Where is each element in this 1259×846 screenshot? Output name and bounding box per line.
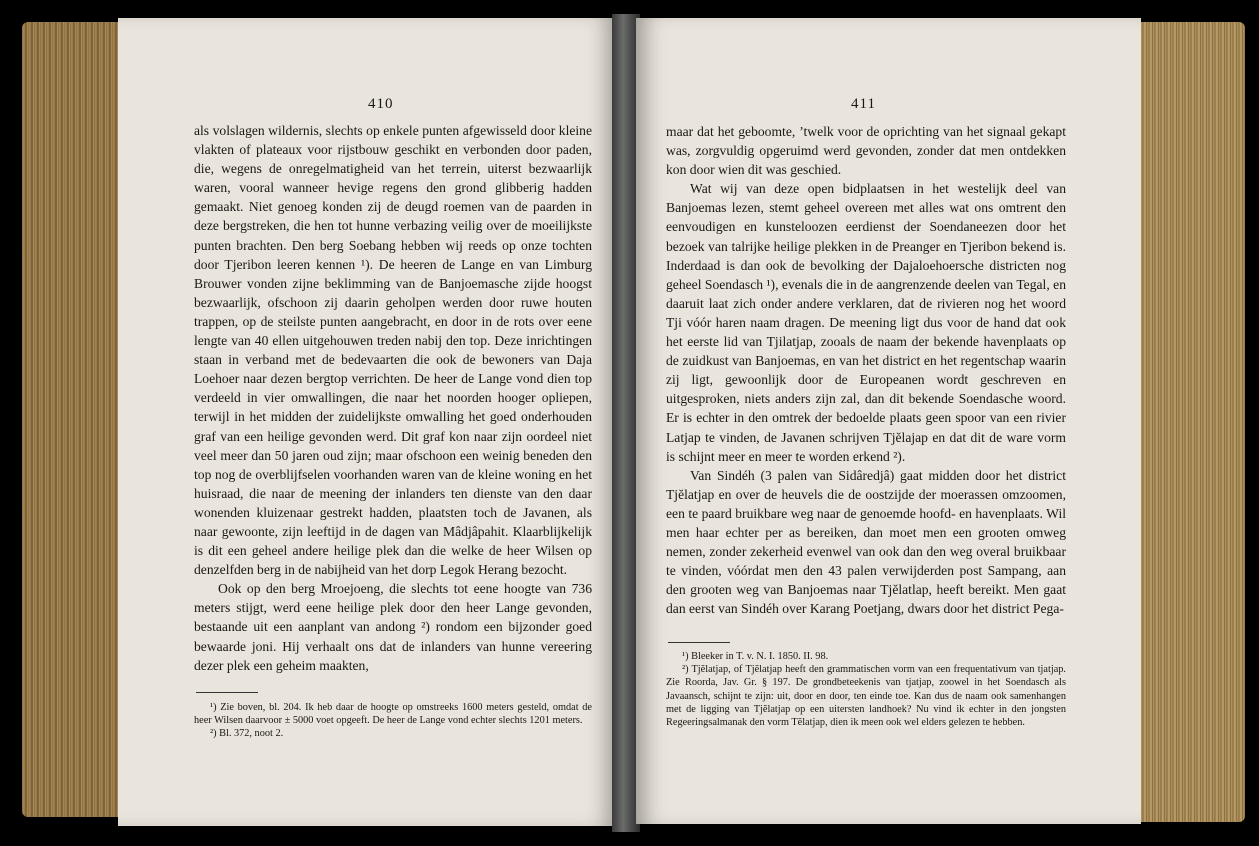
body-text: [194, 121, 592, 675]
right-page-edges: [1135, 22, 1245, 822]
page-number: 410: [368, 96, 394, 112]
right-page: [636, 18, 1141, 824]
footnote-divider: [668, 642, 730, 643]
footnote-divider: [196, 692, 258, 693]
left-page: [118, 18, 616, 826]
left-page-edges: [22, 22, 122, 817]
paragraph: als volslagen wildernis, slechts op enkele punten afgewisseld door kleine vlakten of plateaux voor rijstbouw geschikt en verbonden door paden, die, wegens de onregelmatigheid van het terrein, uiterst bezwaarlijk waren, vooral wanneer hevige regens den grond glibberig hadden gemaakt. Niet genoeg konden zij de deugd roemen van de paarden in deze bergstreken, die hen tot hunne verbazing veilig over de moeilijkste punten brachten. Den berg Soebang hebben wij reeds op onze tochten door Tjeribon leeren kennen ¹). De heeren de Lange en van Limburg Brouwer vonden zijne beklimming van de Banjoemasche zijde hoogst bezwaarlijk, ofschoon zij daarin geholpen werden door ruwe houten trappen, op de steilste punten aangebracht, en door in de rots over eene lengte van 40 ellen uitgehouwen treden nabij den top. Deze inrichtingen staan in verband met de bedevaarten die ook de bewoners van Daja Loehoer naar dezen bergtop verrichten. De heer de Lange vond dien top verdeeld in vier omwallingen, die naar het noorden hooger opliepen, terwijl in het midden der zuidelijkste omwalling het goed onderhouden graf van een heilige gevonden werd. Dit graf kon naar zijn oordeel niet veel meer dan 50 jaren oud zijn; maar ofschoon een weinig beneden den top nog de overblijfselen voorhanden waren van de kleine woning en het huisraad, die naar de meening der inlanders ten dienste van den daar wonenden kluizenaar gestrekt hadden, plaatsten toch de Javanen, als naar gewoonte, zijn leeftijd in de dagen van Mâdjâpahit. Klaarblijkelijk is dit een geheel andere heilige plek dan die welke de heer Wilsen op denzelfden berg in de nabijheid van het dorp Legok Herang bezocht.: [194, 123, 592, 578]
footnote: ¹) Bleeker in T. v. N. I. 1850. II. 98.: [682, 651, 829, 662]
footnotes: [194, 701, 592, 741]
paragraph: Wat wij van deze open bidplaatsen in het westelijk deel van Banjoemas lezen, stemt geheel overeen met alles wat ons omtrent den eenvoudigen en kunsteloozen eerdienst der Soendaneezen door het bezoek van talrijke heilige plekken in de Preanger en Tjeribon bekend is. Inderdaad is dan ook de bevolking der Dajaloehoersche districten nog geheel Soendasch ¹), evenals die in de aangrenzende deelen van Tegal, en daaruit laat zich onder andere verklaren, dat de rivieren nog het woord Tji vóór haren naam dragen. De meening ligt dus voor de hand dat ook het eerste lid van Tjilatjap, zooals de naam der bekende havenplaats op de zuidkust van Banjoemas, en van het district en het regentschap waarin zij ligt, gewoonlijk door de Europeanen wordt geschreven en uitgesproken, niets anders zijn zal, dan dit bekende Soendasche woord. Er is echter in den omtrek der bedoelde plaats geen spoor van een rivier Latjap te vinden, de Javanen schrijven Tjĕlajap en dat dit de ware vorm is schijnt meer en meer te worden erkend ²).: [666, 181, 1066, 464]
footnote: ¹) Zie boven, bl. 204. Ik heb daar de hoogte op omstreeks 1600 meters gesteld, omdat de heer Wilsen daarvoor ± 5000 voet opgeeft. De heer de Lange vond echter slechts 1201 meters.: [194, 702, 592, 727]
paragraph: maar dat het geboomte, ’twelk voor de oprichting van het signaal gekapt was, zorgvuldig opgeruimd werd gevonden, zonder dat men ontdekken kon door wien dit was geschied.: [666, 124, 1066, 178]
paragraph: Ook op den berg Mroejoeng, die slechts tot eene hoogte van 736 meters stijgt, werd eene heilige plek door den heer Lange gevonden, bestaande uit een aanplant van andong ²) rondom een bijzonder goed bewaarde joni. Hij verhaalt ons dat de inlanders van hunne vereering dezer plek een geheim maakten,: [194, 581, 592, 673]
body-text: [666, 122, 1066, 618]
footnote: ²) Bl. 372, noot 2.: [210, 728, 284, 740]
footnote: ²) Tjĕlatjap, of Tjĕlatjap heeft den grammatischen vorm van een frequentativum van tjatjap. Zie Roorda, Jav. Gr. § 197. De grondbeteekenis van tjatjap, zoowel in het Soendasch als Javaansch, schijnt te zijn: uit, door en door, ten einde toe. Kan dus de naam ook samenhangen met de ligging van Tjĕlatjap op een uitersten landhoek? Nu vind ik echter in den jongsten Regeeringsalmanak den vorm Tĕlatjap, dien ik meen ook wel elders gelezen te hebben.: [666, 664, 1066, 729]
footnotes: [666, 650, 1066, 729]
paragraph: Van Sindéh (3 palen van Sidâredjâ) gaat midden door het district Tjĕlatjap en over de heuvels die de oostzijde der moerassen omzoomen, een te paard bruikbare weg naar de genoemde hoofd- en havenplaats. Wil men haar echter per as bereiken, dan moet men een grooten omweg nemen, zonder zekerheid evenwel van ook dan den weg overal bruikbaar te vinden, vóórdat men den 43 palen verwijderden post Sampang, aan den grooten weg van Banjoemas naar Tjĕlatlap, heeft bereikt. Men gaat dan eerst van Sindéh over Karang Poetjang, dwars door het district Pega-: [666, 467, 1066, 617]
page-number: 411: [851, 96, 876, 112]
